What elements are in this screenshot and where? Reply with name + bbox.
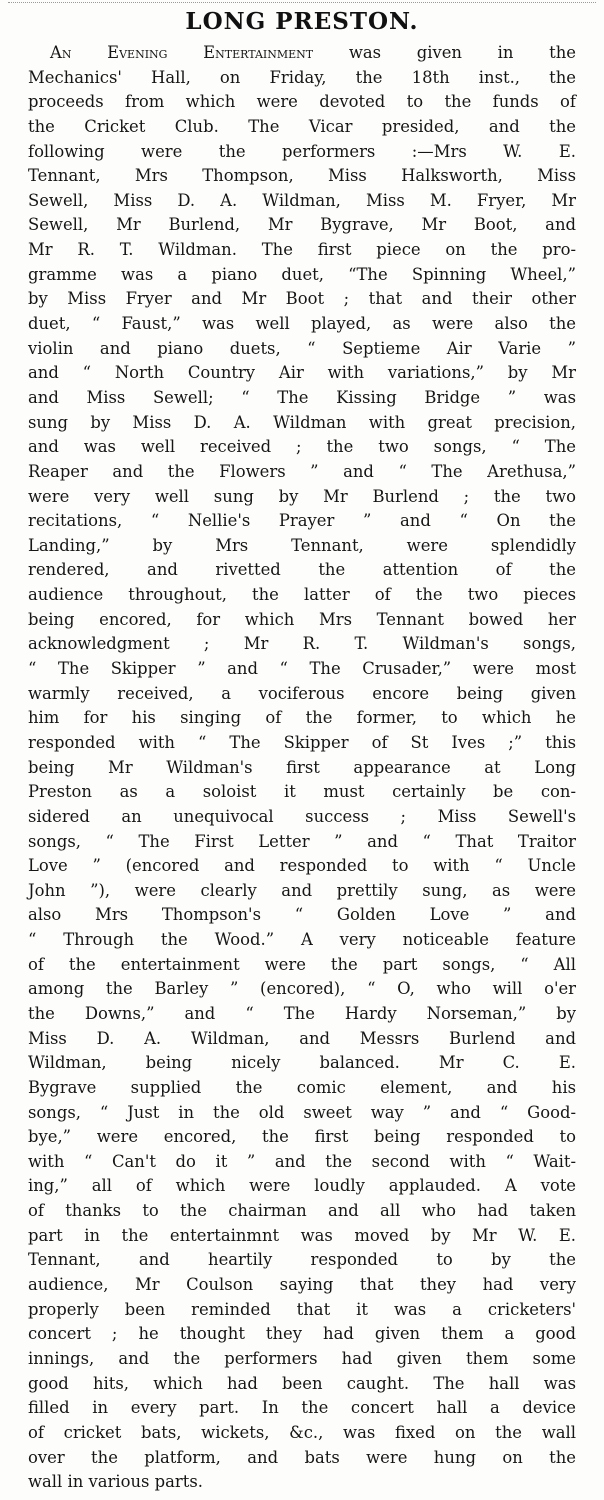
article-line: by Miss Fryer and Mr Boot ; that and their other [28,289,576,309]
article-line: him for his singing of the former, to which he [28,708,576,728]
article-line: of the entertainment were the part songs, “ All [28,954,576,974]
article-line: and was well received ; the two songs, “ The [28,437,576,457]
article-line: sung by Miss D. A. Wildman with great precision, [28,412,576,432]
article-line: warmly received, a vociferous encore being given [28,683,576,703]
article-line: Sewell, Mr Burlend, Mr Bygrave, Mr Boot, and [28,215,576,235]
article-line: with “ Can't do it ” and the second with “ Wait- [28,1151,576,1171]
article-line: responded with “ The Skipper of St Ives ;” this [28,732,576,752]
article-line: also Mrs Thompson's “ Golden Love ” and [28,905,576,925]
article-line: Sewell, Miss D. A. Wildman, Miss M. Fryer, Mr [28,190,576,210]
article-line: Miss D. A. Wildman, and Messrs Burlend and [28,1028,576,1048]
article-line: “ Through the Wood.” A very noticeable feature [28,930,576,950]
article-line: and “ North Country Air with variations,” by Mr [28,363,576,383]
article-line: Landing,” by Mrs Tennant, were splendidly [28,535,576,555]
article-line: Tennant, Mrs Thompson, Miss Halksworth, Miss [28,166,576,186]
article-line [28,41,576,66]
article-line: properly been reminded that it was a cricketers' [28,1299,576,1319]
article-line: gramme was a piano duet, “The Spinning Wheel,” [28,264,576,284]
article-line: violin and piano duets, “ Septieme Air Varie ” [28,338,576,358]
article-line: Mechanics' Hall, on Friday, the 18th inst., the [28,67,576,87]
article-line: audience throughout, the latter of the two pieces [28,585,576,605]
article-line: “ The Skipper ” and “ The Crusader,” were most [28,659,576,679]
article-headline: LONG PRESTON. [185,8,419,35]
article-line: the Cricket Club. The Vicar presided, and the [28,116,576,136]
article-line: proceeds from which were devoted to the funds of [28,92,576,112]
article-line: concert ; he thought they had given them a good [28,1324,576,1344]
lead-in-small-caps: An Evening Entertainment [50,43,314,62]
article-line: songs, “ The First Letter ” and “ That Traitor [28,831,576,851]
article-line: Bygrave supplied the comic element, and his [28,1077,576,1097]
article-line: bye,” were encored, the first being responded to [28,1127,576,1147]
article-line: over the platform, and bats were hung on the [28,1447,576,1467]
article-line: were very well sung by Mr Burlend ; the two [28,486,576,506]
article-line: being encored, for which Mrs Tennant bowed her [28,609,576,629]
article-line: wall in various parts. [28,1472,203,1492]
article-line: following were the performers :—Mrs W. E. [28,141,576,161]
article-line: rendered, and rivetted the attention of the [28,560,576,580]
article-line: Reaper and the Flowers ” and “ The Arethusa,” [28,461,576,481]
article-line: Tennant, and heartily responded to by the [28,1250,576,1270]
article-line: Love ” (encored and responded to with “ Uncle [28,856,576,876]
article-line: Mr R. T. Wildman. The first piece on the pro- [28,240,576,260]
article-line: ing,” all of which were loudly applauded. A vote [28,1176,576,1196]
article-line: innings, and the performers had given them some [28,1348,576,1368]
article-line: part in the entertainmnt was moved by Mr W. E. [28,1225,576,1245]
article-line: John ”), were clearly and prettily sung, as were [28,880,576,900]
article-line: of cricket bats, wickets, &c., was fixed on the wall [28,1422,576,1442]
article-line: Wildman, being nicely balanced. Mr C. E. [28,1053,576,1073]
article-line: filled in every part. In the concert hall a device [28,1398,576,1418]
article-line: songs, “ Just in the old sweet way ” and “ Good- [28,1102,576,1122]
article-line: good hits, which had been caught. The hall was [28,1373,576,1393]
article-line: among the Barley ” (encored), “ O, who will o'er [28,979,576,999]
article-line: being Mr Wildman's first appearance at Long [28,757,576,777]
article-line: the Downs,” and “ The Hardy Norseman,” by [28,1003,576,1023]
article-line: Preston as a soloist it must certainly be con- [28,782,576,802]
top-dotted-rule [8,2,596,3]
first-line-rest: was given in the [313,43,576,62]
article-line: recitations, “ Nellie's Prayer ” and “ On the [28,511,576,531]
article-line: sidered an unequivocal success ; Miss Sewell's [28,806,576,826]
article-line: acknowledgment ; Mr R. T. Wildman's songs, [28,634,576,654]
article-line: of thanks to the chairman and all who had taken [28,1201,576,1221]
article-line: audience, Mr Coulson saying that they had very [28,1275,576,1295]
article-body [28,41,576,1495]
article-line: and Miss Sewell; “ The Kissing Bridge ” was [28,387,576,407]
article-line: duet, “ Faust,” was well played, as were also the [28,314,576,334]
